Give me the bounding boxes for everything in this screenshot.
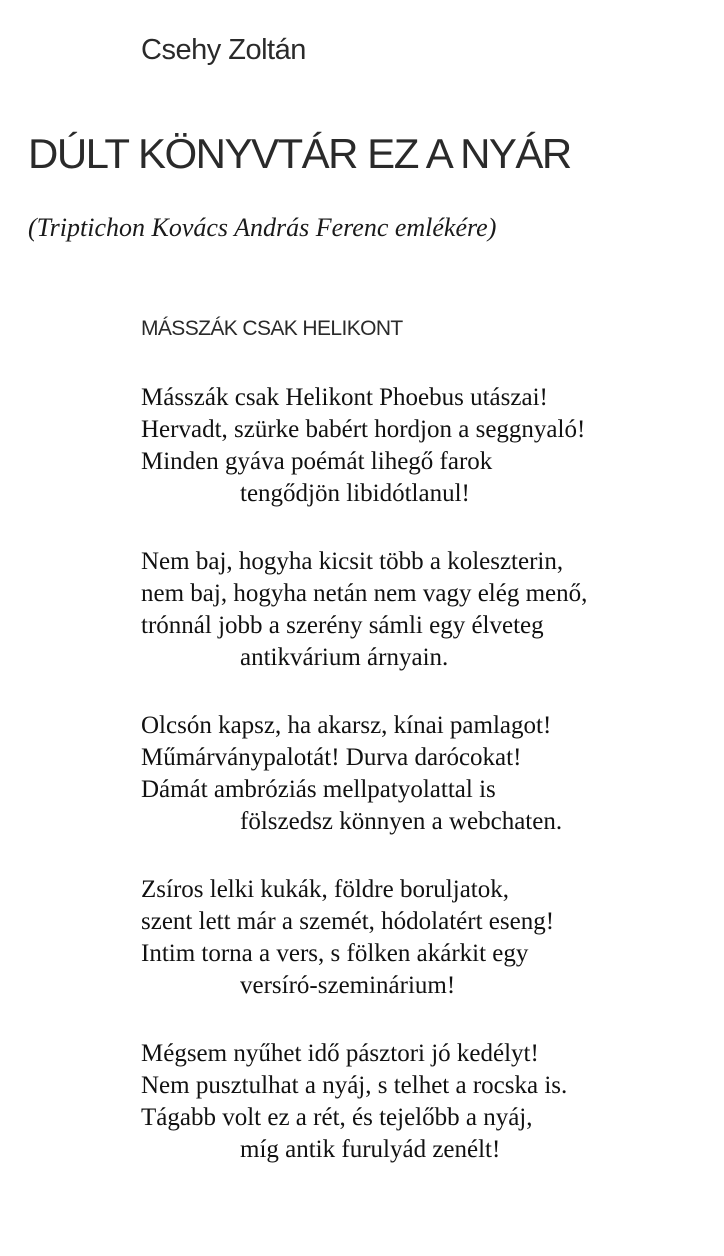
poem-title: DÚLT KÖNYVTÁR EZ A NYÁR <box>28 130 571 177</box>
poem-line: Nem baj, hogyha kicsit több a koleszterin, <box>141 548 564 575</box>
poem-line: Minden gyáva poémát lihegő farok <box>141 448 493 475</box>
poem-line-indented: tengődjön libidótlanul! <box>240 480 470 507</box>
poem-line: Mégsem nyűhet idő pásztori jó kedélyt! <box>141 1040 539 1067</box>
poem-line: Műmárványpalotát! Durva darócokat! <box>141 744 522 771</box>
poem-line: Tágabb volt ez a rét, és tejelőbb a nyáj, <box>141 1104 533 1131</box>
poem-line: Zsíros lelki kukák, földre boruljatok, <box>141 876 509 903</box>
stanza-4 <box>141 874 711 1002</box>
stanza-5 <box>141 1038 711 1166</box>
poem-line: nem baj, hogyha netán nem vagy elég menő, <box>141 580 588 607</box>
poem-line-indented: antikvárium árnyain. <box>240 644 449 671</box>
poem-line: Olcsón kapsz, ha akarsz, kínai pamlagot! <box>141 712 552 739</box>
poem-line: szent lett már a szemét, hódolatért eseng! <box>141 908 555 935</box>
poem-line: Hervadt, szürke babért hordjon a seggnyaló! <box>141 416 586 443</box>
poem-line: Nem pusztulhat a nyáj, s telhet a rocska is. <box>141 1072 568 1099</box>
poem-line: Dámát ambróziás mellpatyolattal is <box>141 776 496 803</box>
stanza-3 <box>141 710 711 838</box>
poem-line: Másszák csak Helikont Phoebus utászai! <box>141 384 548 411</box>
poem-line: Intim torna a vers, s fölken akárkit egy <box>141 940 529 967</box>
poem-subtitle: (Triptichon Kovács András Ferenc emlékére) <box>28 213 497 242</box>
poem-line-indented: fölszedsz könnyen a webchaten. <box>240 808 563 835</box>
author-name: Csehy Zoltán <box>141 34 306 66</box>
stanza-1 <box>141 382 711 510</box>
poem-line-indented: versíró-szeminárium! <box>240 972 456 999</box>
stanza-2 <box>141 546 711 674</box>
poem-line-indented: míg antik furulyád zenélt! <box>240 1136 501 1163</box>
poem-line: trónnál jobb a szerény sámli egy élveteg <box>141 612 544 639</box>
section-title: MÁSSZÁK CSAK HELIKONT <box>141 317 403 340</box>
poem-body <box>141 382 711 1202</box>
